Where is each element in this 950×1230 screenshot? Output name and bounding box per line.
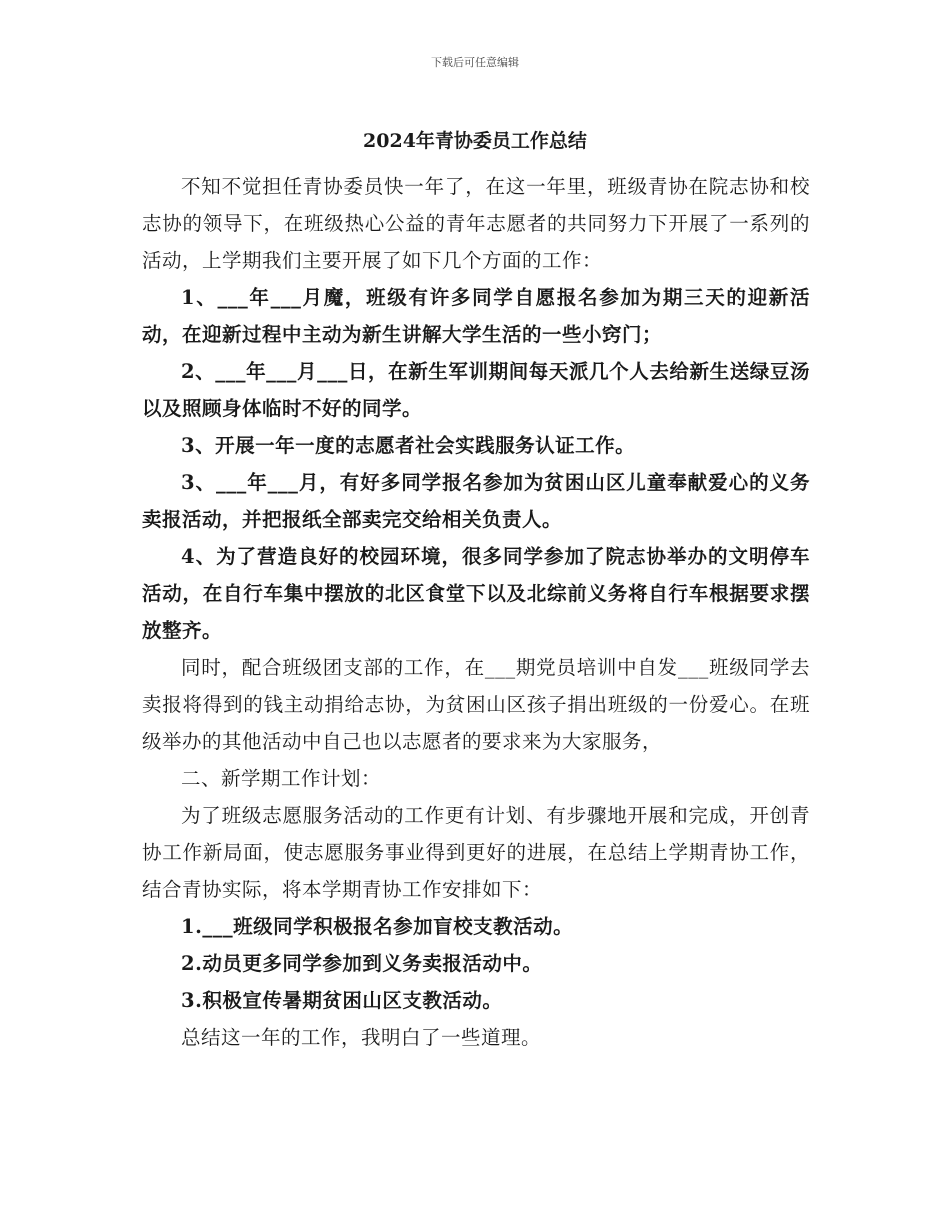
paragraph-item-2: 2、___年___月___日，在新生军训期间每天派几个人去给新生送绿豆汤以及照顾身体临时不好的同学。 [142, 360, 810, 420]
document-body [142, 168, 810, 1056]
plan-item-2: 2.动员更多同学参加到义务卖报活动中。 [181, 952, 543, 975]
paragraph-item-1: 1、___年___月魔，班级有许多同学自愿报名参加为期三天的迎新活动，在迎新过程中主动为新生讲解大学生活的一些小窍门； [142, 286, 810, 346]
paragraph-conclusion: 总结这一年的工作，我明白了一些道理。 [181, 1026, 542, 1049]
paragraph-cooperation: 同时，配合班级团支部的工作，在___期党员培训中自发___班级同学去卖报将得到的钱主动捐给志协，为贫困山区孩子捐出班级的一份爱心。在班级举办的其他活动中自己也以志愿者的要求来为大家服务， [142, 656, 810, 753]
paragraph-item-3b: 3、___年___月，有好多同学报名参加为贫困山区儿童奉献爱心的义务卖报活动，并把报纸全部卖完交给相关负责人。 [142, 471, 810, 531]
paragraph-item-4: 4、为了营造良好的校园环境，很多同学参加了院志协举办的文明停车活动，在自行车集中摆放的北区食堂下以及北综前义务将自行车根据要求摆放整齐。 [142, 545, 810, 642]
document-title: 2024年青协委员工作总结 [363, 130, 587, 152]
paragraph-item-3a: 3、开展一年一度的志愿者社会实践服务认证工作。 [181, 434, 636, 457]
download-note: 下载后可任意编辑 [431, 56, 519, 69]
paragraph-plan-intro: 为了班级志愿服务活动的工作更有计划、有步骤地开展和完成，开创青协工作新局面，使志愿服务事业得到更好的进展，在总结上学期青协工作，结合青协实际，将本学期青协工作安排如下： [142, 804, 810, 901]
paragraph-intro: 不知不觉担任青协委员快一年了，在这一年里，班级青协在院志协和校志协的领导下，在班级热心公益的青年志愿者的共同努力下开展了一系列的活动，上学期我们主要开展了如下几个方面的工作： [142, 175, 810, 272]
section-heading-plan: 二、新学期工作计划： [181, 767, 382, 790]
plan-item-3: 3.积极宣传暑期贫困山区支教活动。 [181, 989, 503, 1012]
plan-item-1: 1.___班级同学积极报名参加盲校支教活动。 [181, 915, 574, 938]
